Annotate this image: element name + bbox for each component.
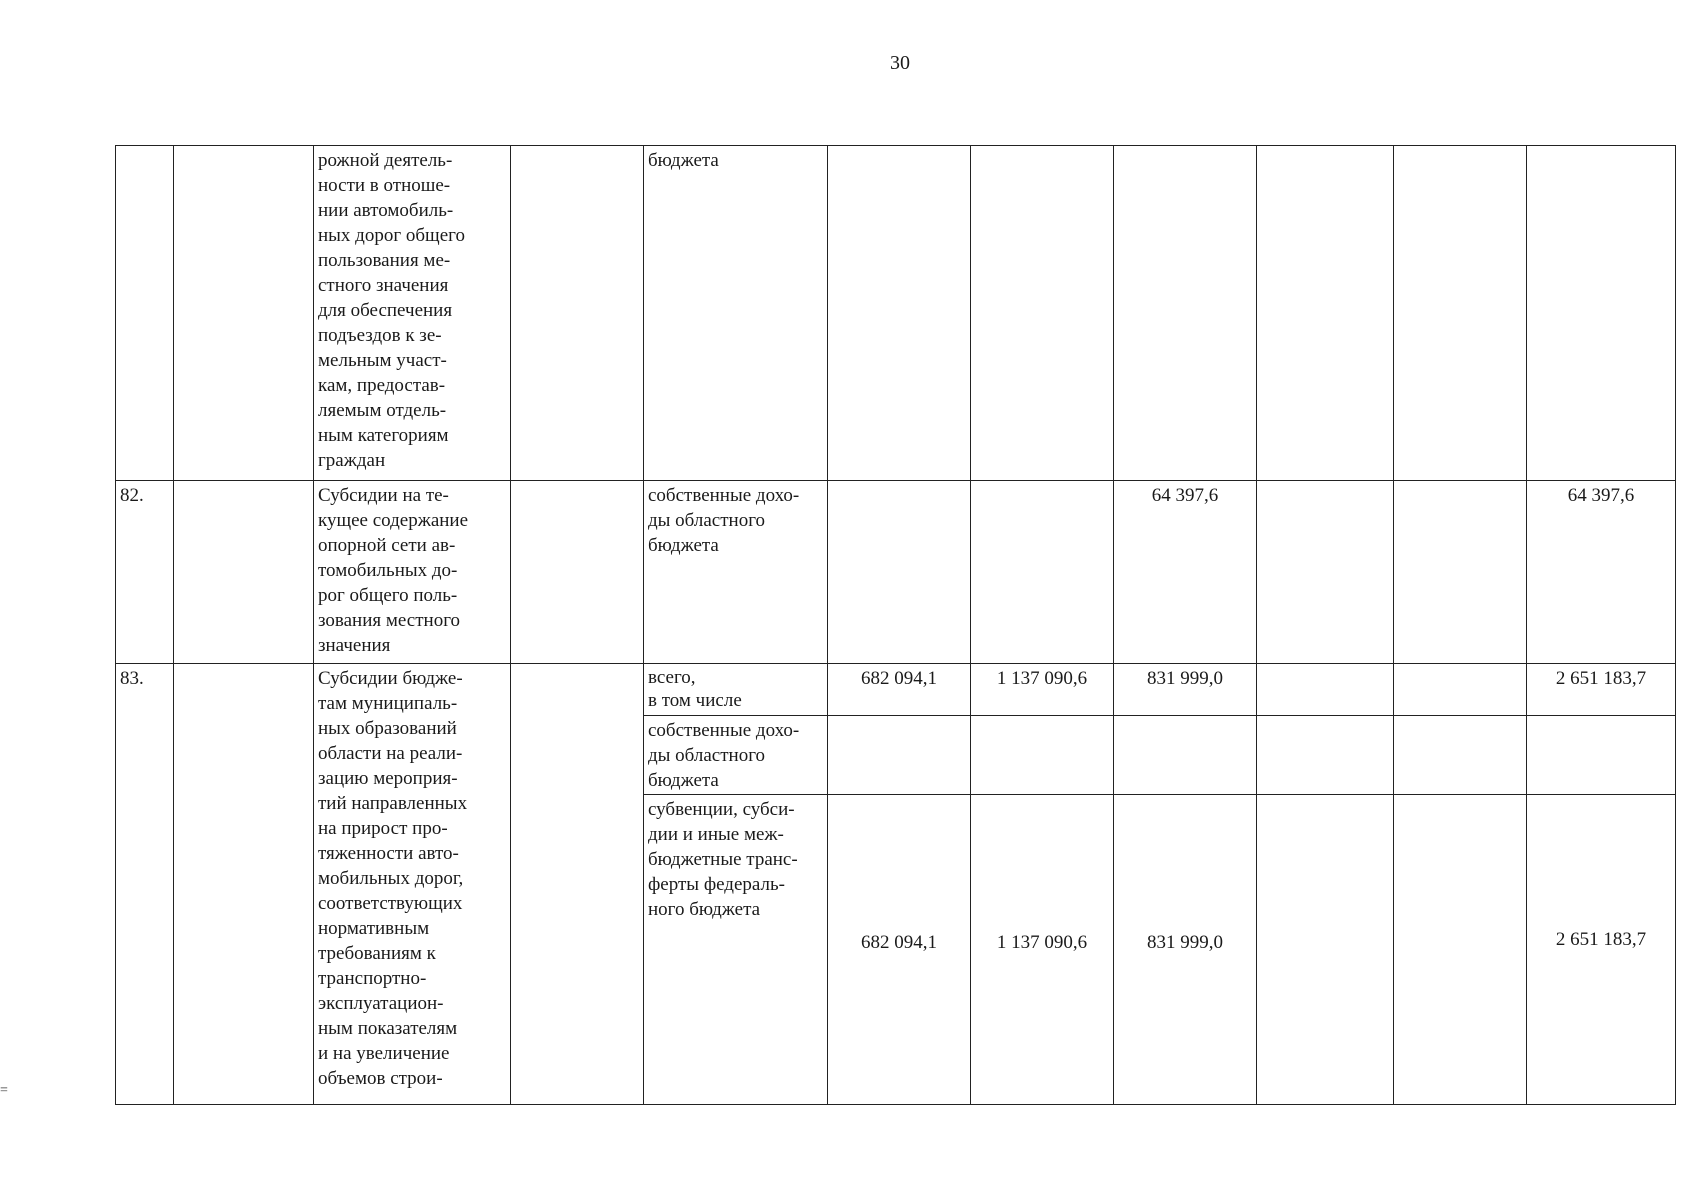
total-cell: 2 651 183,7 bbox=[1527, 664, 1676, 716]
value-cell bbox=[1394, 716, 1527, 795]
value-cell: 682 094,1 bbox=[828, 795, 971, 1105]
funding-source-cell: субвенции, субси- дии и иные меж- бюджетные транс- ферты федераль- ного бюджета bbox=[644, 795, 828, 1105]
value-cell bbox=[1394, 146, 1527, 481]
margin-mark: = bbox=[0, 1083, 8, 1098]
value-cell bbox=[971, 146, 1114, 481]
table-row bbox=[116, 146, 1676, 481]
value-cell bbox=[1394, 481, 1527, 664]
total-cell: 2 651 183,7 bbox=[1527, 795, 1676, 1105]
row-number-cell: 83. bbox=[116, 664, 174, 1105]
value-cell bbox=[1257, 716, 1394, 795]
description-cell: рожной деятель- ности в отноше- нии автомобиль- ных дорог общего пользования ме- стного значения для обеспечения подъездов к зе- мельным участ- кам, предостав- ляемым отдель- ным категориям граждан bbox=[314, 146, 511, 481]
value-cell: 1 137 090,6 bbox=[971, 795, 1114, 1105]
value-cell bbox=[828, 481, 971, 664]
empty-cell bbox=[511, 481, 644, 664]
description-cell: Субсидии бюдже- там муниципаль- ных образований области на реали- зацию мероприя- тий направленных на прирост про- тяженности авто- мобильных дорог, соответствующих нормативным требованиям к транспортно- эксплуатацион- ным показателям и на увеличение объемов строи- bbox=[314, 664, 511, 1105]
value-cell: 64 397,6 bbox=[1114, 481, 1257, 664]
value-cell bbox=[1394, 664, 1527, 716]
value-cell bbox=[1257, 795, 1394, 1105]
value-cell bbox=[1257, 664, 1394, 716]
table-row bbox=[116, 481, 1676, 664]
funding-source-cell: бюджета bbox=[644, 146, 828, 481]
empty-cell bbox=[174, 664, 314, 1105]
table-row bbox=[116, 664, 1676, 716]
value-cell bbox=[971, 716, 1114, 795]
empty-cell bbox=[511, 146, 644, 481]
budget-table bbox=[115, 145, 1676, 1105]
total-cell bbox=[1527, 716, 1676, 795]
row-number-cell: 82. bbox=[116, 481, 174, 664]
empty-cell bbox=[174, 146, 314, 481]
value-cell bbox=[828, 716, 971, 795]
total-cell bbox=[1527, 146, 1676, 481]
value-cell bbox=[1114, 146, 1257, 481]
empty-cell bbox=[174, 481, 314, 664]
value-cell bbox=[1394, 795, 1527, 1105]
value-cell bbox=[971, 481, 1114, 664]
value-cell: 831 999,0 bbox=[1114, 664, 1257, 716]
row-number-cell bbox=[116, 146, 174, 481]
funding-source-cell: всего, в том числе bbox=[644, 664, 828, 716]
value-cell: 1 137 090,6 bbox=[971, 664, 1114, 716]
value-cell bbox=[828, 146, 971, 481]
value-cell bbox=[1257, 146, 1394, 481]
empty-cell bbox=[511, 664, 644, 1105]
value-cell bbox=[1257, 481, 1394, 664]
total-cell: 64 397,6 bbox=[1527, 481, 1676, 664]
page-number: 30 bbox=[890, 52, 910, 74]
funding-source-cell: собственные дохо- ды областного бюджета bbox=[644, 481, 828, 664]
value-cell bbox=[1114, 716, 1257, 795]
value-cell: 682 094,1 bbox=[828, 664, 971, 716]
value-cell: 831 999,0 bbox=[1114, 795, 1257, 1105]
description-cell: Субсидии на те- кущее содержание опорной сети ав- томобильных до- рог общего поль- зования местного значения bbox=[314, 481, 511, 664]
funding-source-cell: собственные дохо- ды областного бюджета bbox=[644, 716, 828, 795]
